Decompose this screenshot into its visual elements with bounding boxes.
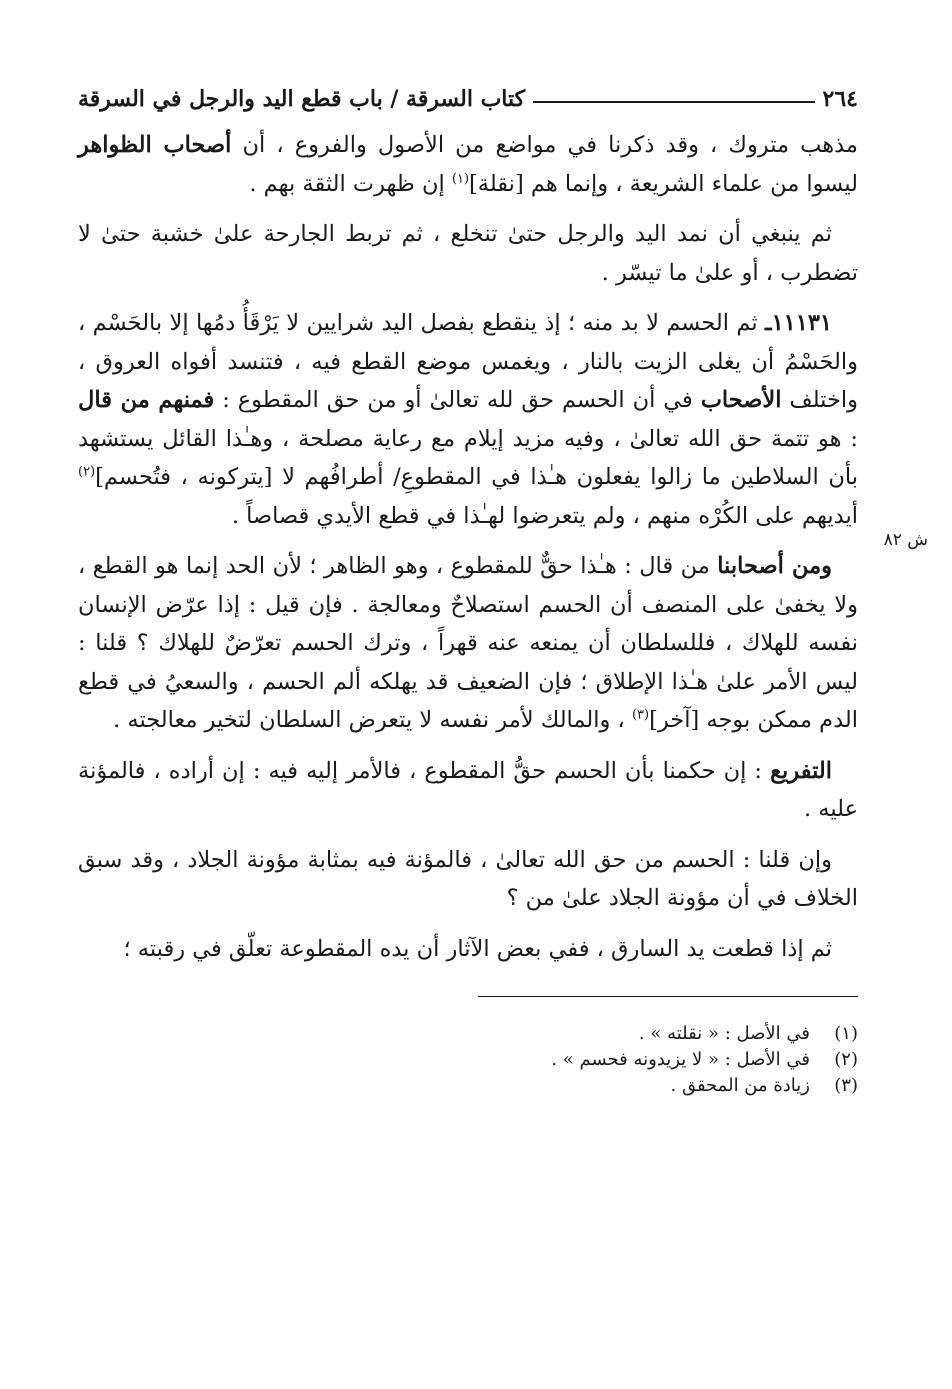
page-number: ٢٦٤: [822, 86, 858, 112]
footnote: [78, 1021, 858, 1047]
bold-term: الأصحاب: [700, 387, 782, 413]
bold-term: ومن أصحابنا: [717, 553, 832, 579]
paragraph-1: [78, 126, 858, 203]
body-text: [78, 126, 858, 968]
text-run: ثم ينبغي أن نمد اليد والرجل حتىٰ تنخلع ، ثم تربط الجارحة علىٰ خشبة حتىٰ لا تضطرب ، أو علىٰ ما تيسّر .: [78, 221, 858, 286]
text-run: : إن حكمنا بأن الحسم حقُّ المقطوع ، فالأمر إليه فيه : إن أراده ، فالمؤنة عليه .: [78, 757, 858, 822]
footnote-text: في الأصل : « نقلته » .: [638, 1023, 810, 1044]
text-run: ، والمالك لأمر نفسه لا يتعرض السلطان لتخير معالجته .: [113, 707, 632, 733]
section-number: ١١١٣١ـ: [764, 310, 832, 336]
header-rule: [533, 101, 814, 103]
paragraph-4: [78, 547, 858, 740]
running-title: كتاب السرقة / باب قطع اليد والرجل في السرقة: [78, 86, 526, 112]
bold-term: التفريع: [770, 757, 832, 784]
text-run: من قال : هـٰذا حقٌّ للمقطوع ، وهو الظاهر ؛ لأن الحد إنما هو القطع ، ولا يخفىٰ على المنصف أن الحسم استصلاحٌ ومعالجة . فإن قيل : إذا عرّض الإنسان نفسه للهلاك ، فللسلطان أن يمنعه عنه قهراً ، وترك الحسم تعرّضٌ للهلاك ؟ قلنا : ليس الأمر علىٰ هـٰذا الإطلاق ؛ فإن الضعيف قد يهلكه ألم الحسم ، والسعيُ في قطع الدم ممكن بوجه [آخر]: [78, 553, 858, 733]
footnote: [78, 1073, 858, 1099]
text-run: ليسوا من علماء الشريعة ، وإنما هم [نقلة]: [469, 170, 858, 197]
paragraph-5: [78, 752, 858, 829]
footnote-separator: [478, 996, 858, 997]
text-run: في أن الحسم حق لله تعالىٰ أو من حق المقطوع :: [214, 387, 701, 413]
footnote: [78, 1047, 858, 1073]
footnote-text: في الأصل : « لا يزيدونه فحسم » .: [551, 1049, 810, 1070]
margin-reference: ش ٨٢: [883, 530, 928, 550]
paragraph-3: [78, 304, 858, 535]
footnote-ref[interactable]: (٢): [78, 464, 96, 480]
footnote-text: زيادة من المحقق .: [670, 1075, 810, 1096]
footnote-number: (٢): [834, 1049, 858, 1070]
bold-term: أصحاب الظواهر: [78, 132, 232, 158]
footnote-number: (٣): [834, 1075, 858, 1096]
text-run: مذهب متروك ، وقد ذكرنا في مواضع من الأصول والفروع ، أن: [231, 132, 858, 158]
paragraph-7: [78, 930, 858, 969]
text-run: وإن قلنا : الحسم من حق الله تعالىٰ ، فالمؤنة فيه بمثابة مؤونة الجلاد ، وقد سبق الخلاف في أن مؤونة الجلاد علىٰ من ؟: [78, 846, 858, 911]
paragraph-6: [78, 841, 858, 918]
book-page: [78, 78, 928, 1378]
footnote-ref[interactable]: (٣): [631, 707, 650, 723]
text-run: ثم إذا قطعت يد السارق ، ففي بعض الآثار أن يده المقطوعة تعلّق في رقبته ؛: [123, 935, 832, 962]
text-run: : هو تتمة حق الله تعالىٰ ، وفيه مزيد إيلام مع رعاية مصلحة ، وهـٰذا القائل يستشهد بأن السلاطين ما زالوا يفعلون هـٰذا في المقطوعِ/ أطرافُهم لا [يتركونه ، فتُحسم]: [78, 425, 858, 490]
paragraph-2: [78, 215, 858, 292]
text-run: أيديهم على الكُرْه منهم ، ولم يتعرضوا لهـٰذا في قطع الأيدي قصاصاً .: [231, 502, 858, 529]
text-run: إن ظهرت الثقة بهم .: [249, 170, 452, 197]
footnote-ref[interactable]: (١): [451, 171, 470, 186]
text-run: ثم الحسم لا بد منه ؛ إذ ينقطع بفصل اليد شرايين لا يَرْقَأُ دمُها إلا بالحَسْم ، والحَسْمُ أن يغلى الزيت بالنار ، ويغمس موضع القطع فيه ، فتنسد أفواه العروق ، واختلف: [78, 310, 858, 413]
page-header: [78, 78, 858, 112]
bold-term: فمنهم من قال: [78, 387, 215, 413]
footnotes: [78, 1021, 858, 1099]
footnote-number: (١): [834, 1023, 858, 1044]
